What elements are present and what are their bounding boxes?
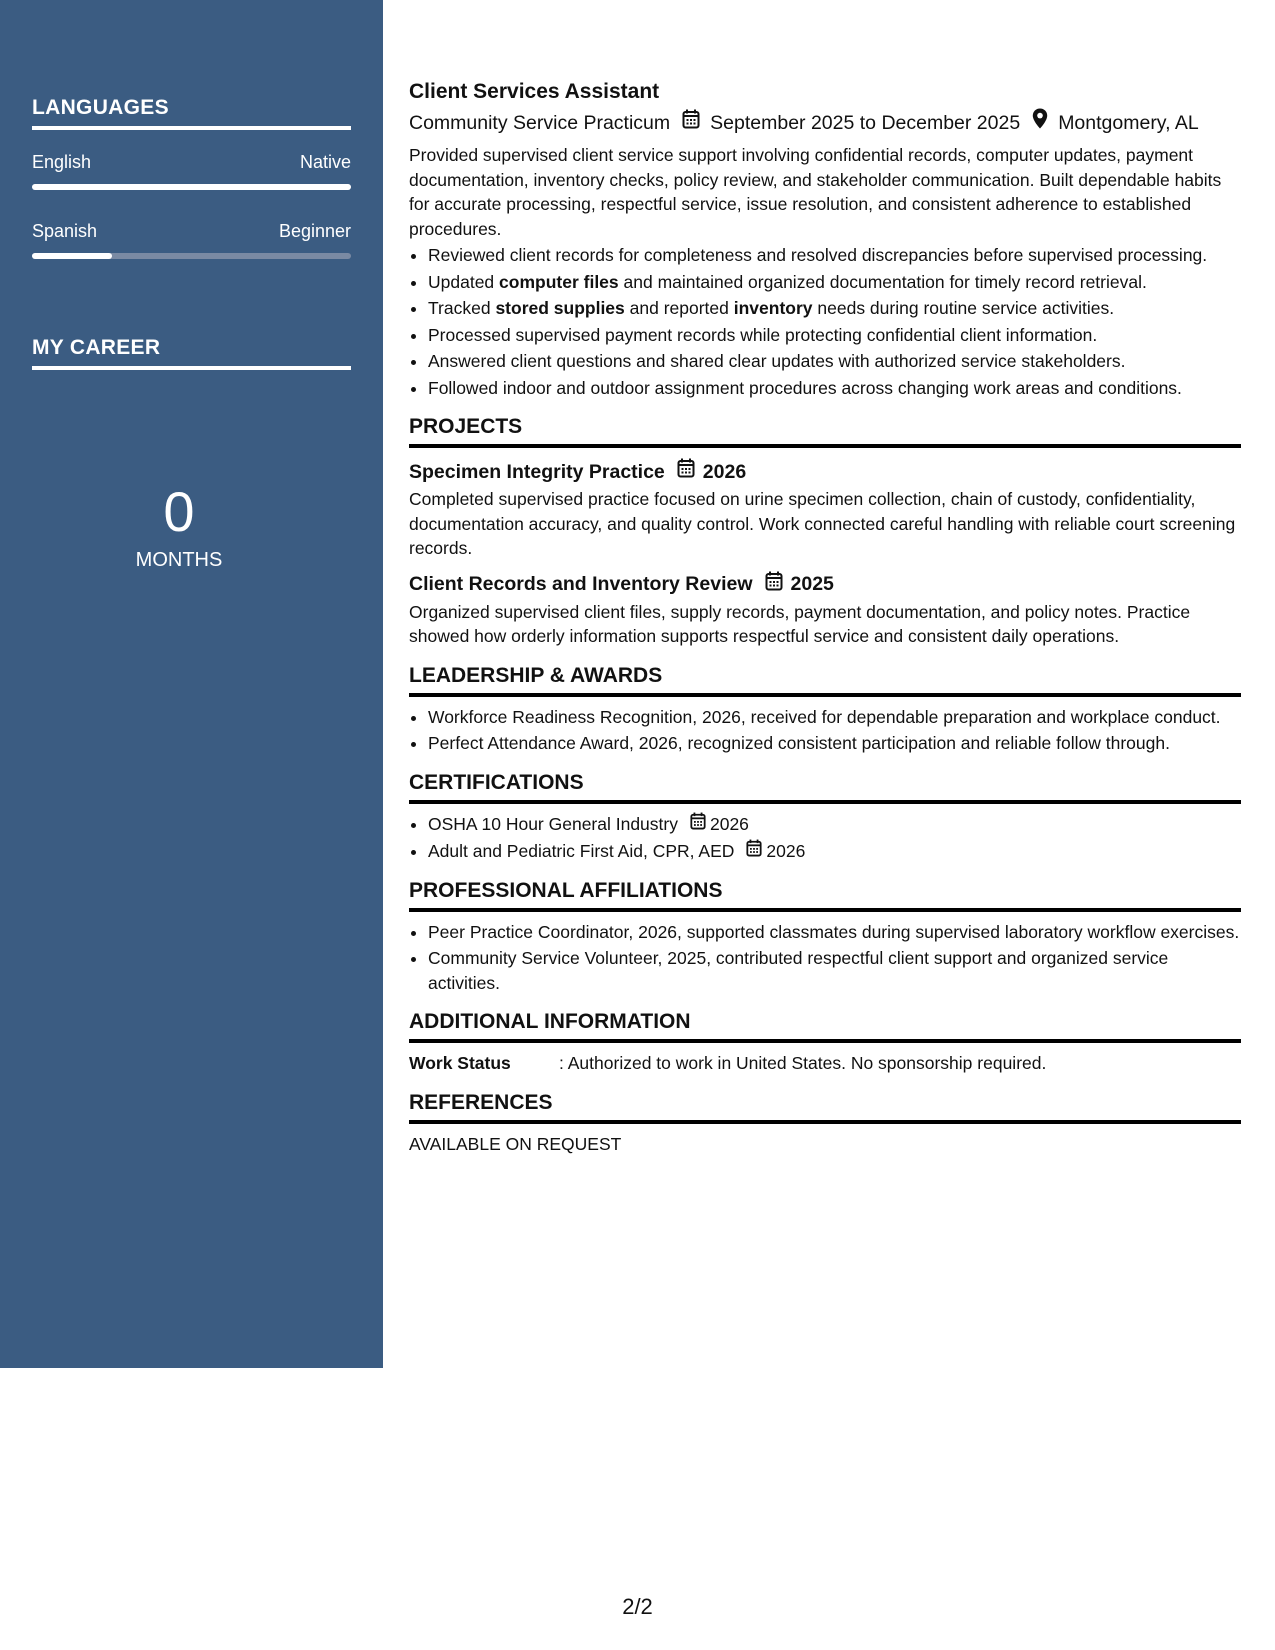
list-item	[428, 839, 1241, 864]
list-item: • Tracked stored supplies and reported inventory needs during routine service activities.	[428, 296, 1241, 321]
language-name: Spanish	[32, 221, 98, 241]
project-title: Specimen Integrity Practice	[409, 460, 665, 483]
career-value: 0	[163, 480, 195, 543]
language-row-english	[32, 152, 351, 173]
project-description: Organized supervised client files, supply records, payment documentation, and policy notes. Practice showed how orderly information supports respectful service and consistent daily operations.	[409, 601, 1191, 646]
language-row-spanish	[32, 221, 351, 242]
list-item: • Peer Practice Coordinator, 2026, supported classmates during supervised laboratory workflow exercises.	[428, 920, 1241, 945]
job-summary: Provided supervised client service support involving confidential records, computer updates, payment documentation, inventory checks, policy review, and stakeholder communication. Built dependable habits for accurate processing, respectful service, issue resolution, and consistent adherence to established procedures.	[409, 145, 1222, 239]
list-item: • Community Service Volunteer, 2025, contributed respectful client support and organized service activities.	[428, 946, 1241, 995]
main-content	[409, 78, 1241, 1156]
project-year: 2026	[702, 460, 747, 483]
certifications-list	[409, 812, 1241, 864]
list-item: • Answered client questions and shared clear updates with authorized service stakeholders.	[428, 349, 1241, 374]
projects-heading: PROJECTS	[409, 414, 1241, 448]
job-location: Montgomery, AL	[1058, 111, 1199, 134]
highlight-text: inventory	[733, 298, 813, 318]
awards-list	[409, 705, 1241, 756]
job-bullets	[409, 243, 1241, 400]
calendar-icon	[765, 571, 783, 598]
language-level: Beginner	[278, 221, 351, 241]
references-heading: REFERENCES	[409, 1090, 1241, 1124]
languages-heading-rule	[32, 126, 351, 130]
languages-heading: LANGUAGES	[32, 96, 169, 119]
list-item: • Workforce Readiness Recognition, 2026, received for dependable preparation and workplace conduct.	[428, 705, 1241, 730]
career-heading-rule	[32, 366, 351, 370]
additional-heading: ADDITIONAL INFORMATION	[409, 1009, 1241, 1043]
certification	[428, 812, 1241, 837]
language-bar-english	[32, 184, 351, 190]
job-title: Client Services Assistant	[409, 80, 660, 103]
project-year: 2025	[790, 573, 834, 595]
job-dates: September 2025 to December 2025	[710, 111, 1021, 134]
certification-year: 2026	[709, 813, 749, 834]
list-item: • Updated computer files and maintained organized documentation for timely record retrieval.	[428, 270, 1241, 295]
language-bar-fill	[32, 184, 351, 190]
language-bar-spanish	[32, 253, 351, 259]
highlight-text: stored supplies	[495, 298, 625, 318]
page-number: 2/2	[622, 1594, 653, 1619]
project-title-row	[409, 571, 1241, 598]
job-meta	[409, 108, 1241, 137]
highlight-text: computer files	[499, 271, 619, 292]
calendar-icon	[690, 812, 706, 837]
awards-heading: LEADERSHIP & AWARDS	[409, 663, 1241, 697]
career-unit: MONTHS	[135, 549, 223, 571]
certifications-heading: CERTIFICATIONS	[409, 770, 1241, 804]
calendar-icon	[746, 839, 762, 864]
career-heading: MY CAREER	[32, 336, 161, 359]
calendar-icon	[682, 109, 700, 137]
list-item: • Processed supervised payment records while protecting confidential client information.	[428, 323, 1241, 348]
project-title-row	[409, 458, 1241, 485]
calendar-icon	[677, 458, 695, 485]
affiliations-list	[409, 920, 1241, 996]
list-item: • Reviewed client records for completeness and resolved discrepancies before supervised processing.	[428, 243, 1241, 268]
list-item	[428, 812, 1241, 837]
work-status-value: : Authorized to work in United States. No sponsorship required.	[559, 1053, 1047, 1073]
language-level: Native	[299, 152, 351, 172]
certification-name: • OSHA 10 Hour General Industry	[428, 813, 678, 834]
language-bar-fill	[32, 253, 112, 259]
project-title: Client Records and Inventory Review	[409, 573, 753, 595]
certification-year: 2026	[766, 841, 806, 861]
location-pin-icon	[1032, 108, 1048, 137]
list-item: • Followed indoor and outdoor assignment procedures across changing work areas and conditions.	[428, 376, 1241, 401]
language-name: English	[32, 152, 92, 172]
work-status-row	[409, 1051, 1241, 1076]
certification-name: • Adult and Pediatric First Aid, CPR, AED	[428, 841, 735, 861]
references-text: AVAILABLE ON REQUEST	[409, 1133, 622, 1154]
project-description: Completed supervised practice focused on urine specimen collection, chain of custody, confidentiality, documentation accuracy, and quality control. Work connected careful handling with reliable court screening records.	[409, 489, 1236, 558]
list-item: • Perfect Attendance Award, 2026, recognized consistent participation and reliable follow through.	[428, 731, 1241, 756]
certification	[428, 839, 1241, 864]
job-organization: Community Service Practicum	[409, 111, 671, 134]
affiliations-heading: PROFESSIONAL AFFILIATIONS	[409, 878, 1241, 912]
sidebar	[0, 0, 383, 1368]
work-status-label: Work Status	[409, 1053, 511, 1073]
